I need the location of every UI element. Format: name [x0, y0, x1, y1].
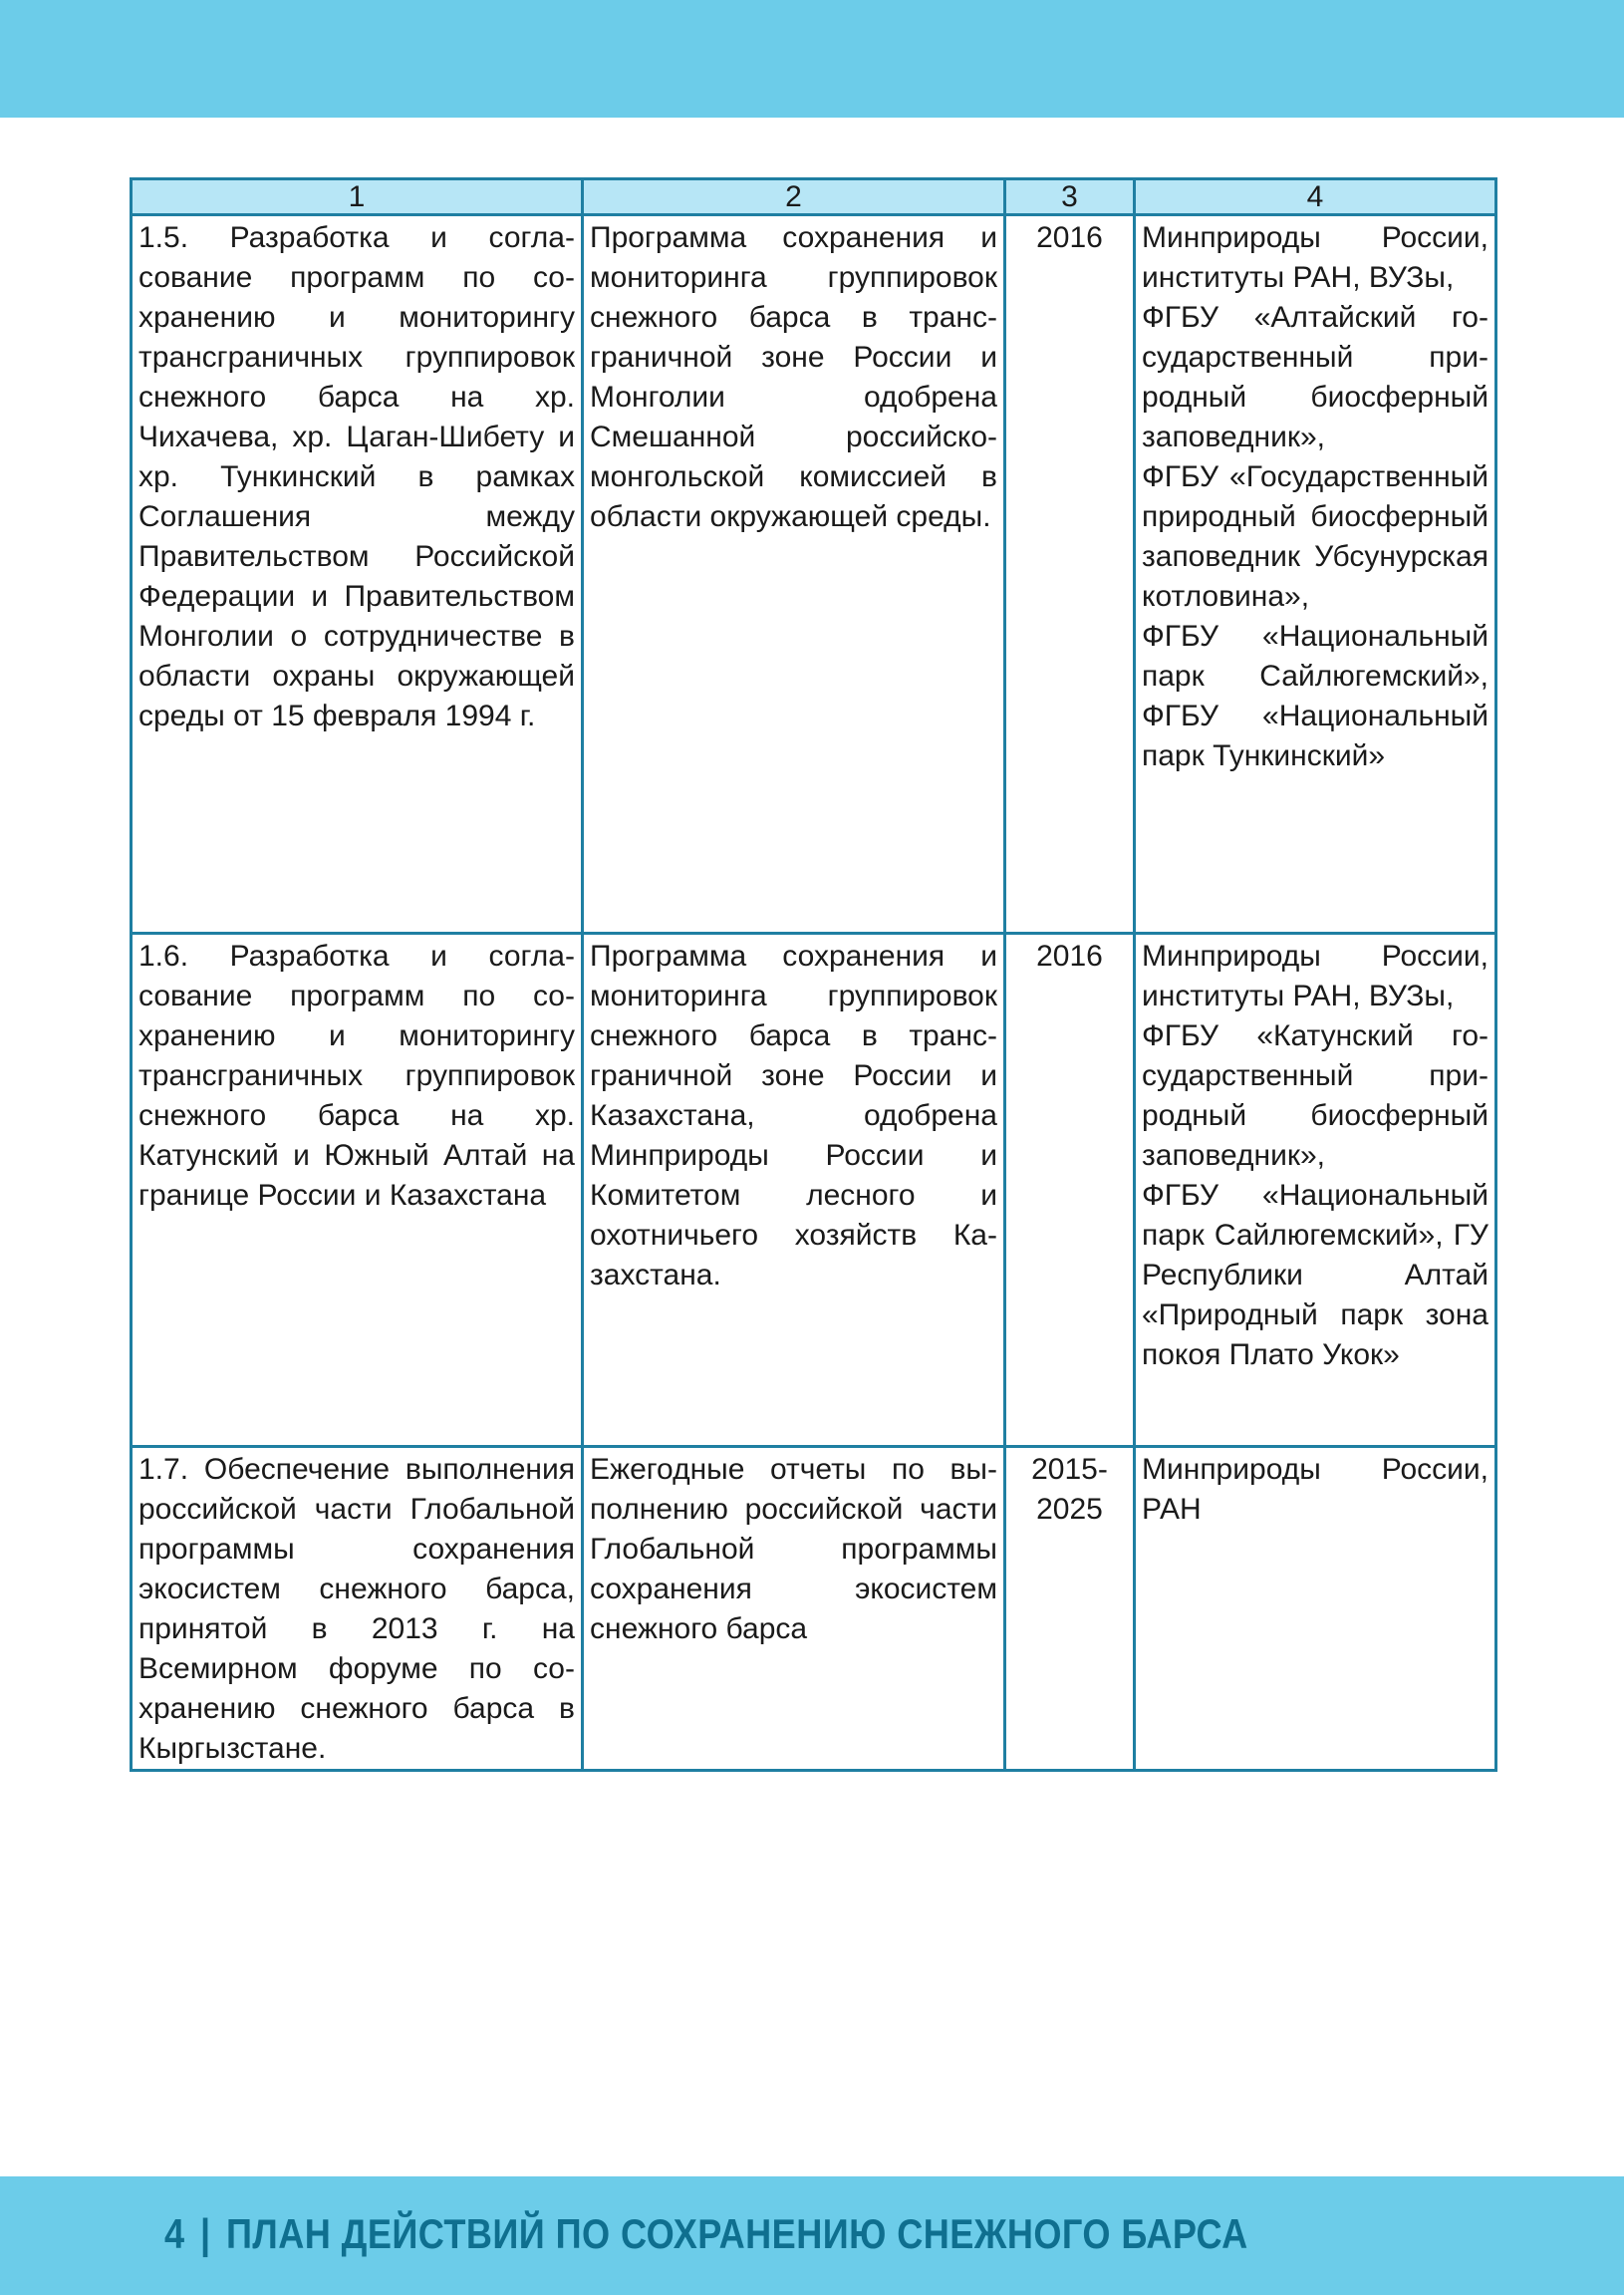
result-cell: Программа сохранения и мониторинга группировок снежного барса в трансграничной зоне России и Монголии одобрена Смешанной российско-монгольской комиссией в области окружающей среды. [583, 215, 1005, 934]
executor-entry: ФГБУ «Алтайский государственный природный биосферный заповедник», [1142, 301, 1489, 453]
year-cell: 2016 [1005, 934, 1135, 1447]
executor-entry: ФГБУ «Государственный природный биосферный заповедник Убсунурская котловина», [1142, 460, 1489, 613]
executor-entry: ФГБУ «Национальный парк Сайлюгемский», ФГБУ «Национальный парк Тункинский» [1142, 620, 1489, 772]
column-header-4: 4 [1135, 179, 1496, 215]
executor-entry: ФГБУ «Катунский государственный природный биосферный заповедник», [1142, 1019, 1489, 1172]
year-cell: 2015-2025 [1005, 1447, 1135, 1771]
executor-entry: Минприроды России, РАН [1142, 1453, 1489, 1526]
document-title: ПЛАН ДЕЙСТВИЙ ПО СОХРАНЕНИЮ СНЕЖНОГО БАРСА [226, 2210, 1248, 2257]
column-header-2: 2 [583, 179, 1005, 215]
footer-separator: | [199, 2210, 211, 2257]
page-footer [164, 2204, 1248, 2264]
top-color-band [0, 0, 1624, 118]
executors-cell [1135, 1447, 1496, 1771]
result-cell: Программа сохранения и мониторинга группировок снежного барса в трансграничной зоне России и Казахстана, одобрена Минприроды России и Комитетом лесного и охотничьего хозяйств Казахстана. [583, 934, 1005, 1447]
page-number: 4 [164, 2210, 185, 2257]
executor-entry: Минприроды России, институты РАН, ВУЗы, [1142, 940, 1489, 1012]
column-header-1: 1 [132, 179, 583, 215]
year-cell: 2016 [1005, 215, 1135, 934]
result-cell: Ежегодные отчеты по выполнению российской части Глобальной программы сохранения экосистем снежного барса [583, 1447, 1005, 1771]
action-plan-table [130, 177, 1497, 1772]
action-cell: 1.5. Разработка и согласование программ по сохранению и мониторингу трансграничных группировок снежного барса на хр. Чихачева, хр. Цаган-Шибету и хр. Тункинский в рамках Соглашения между Правительством Российской Федерации и Правительством Монголии о сотрудничестве в области охраны окружающей среды от 15 февраля 1994 г. [132, 215, 583, 934]
column-header-3: 3 [1005, 179, 1135, 215]
action-cell: 1.6. Разработка и согласование программ по сохранению и мониторингу трансграничных группировок снежного барса на хр. Катунский и Южный Алтай на границе России и Казахстана [132, 934, 583, 1447]
table-header-row [132, 179, 1496, 215]
table-row [132, 215, 1496, 934]
executor-entry: ФГБУ «Национальный парк Сайлюгемский», ГУ Республики Алтай «Природный парк зона покоя Плато Укок» [1142, 1179, 1489, 1371]
executors-cell [1135, 934, 1496, 1447]
table-row [132, 934, 1496, 1447]
action-cell: 1.7. Обеспечение выполнения российской части Глобальной программы сохранения экосистем снежного барса, принятой в 2013 г. на Всемирном форуме по сохранению снежного барса в Кыргызстане. [132, 1447, 583, 1771]
executor-entry: Минприроды России, институты РАН, ВУЗы, [1142, 221, 1489, 294]
executors-cell [1135, 215, 1496, 934]
table-row [132, 1447, 1496, 1771]
